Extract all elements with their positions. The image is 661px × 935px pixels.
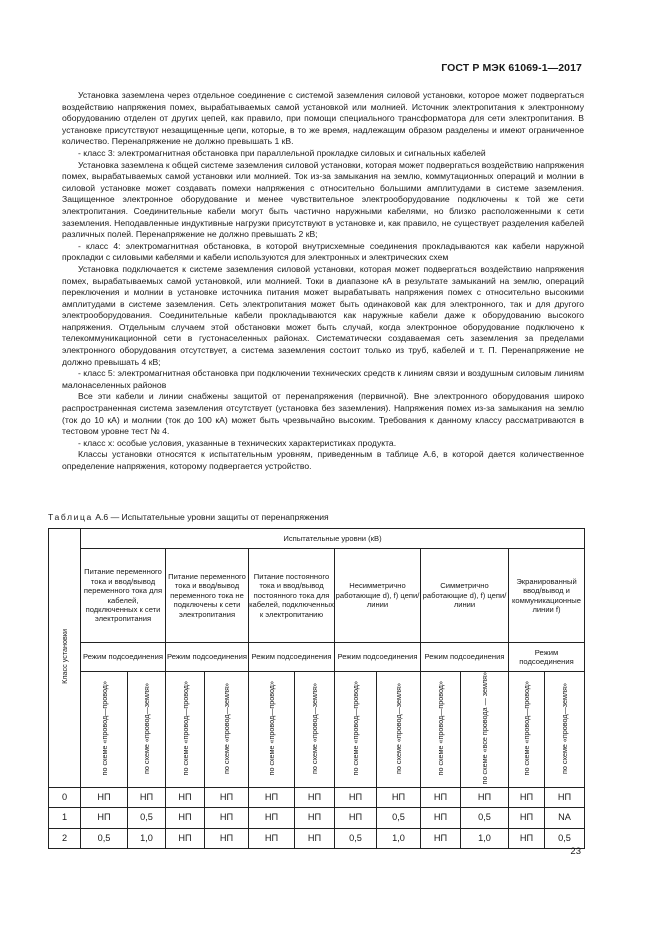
value-cell: НП xyxy=(461,787,509,808)
value-cell: НП xyxy=(509,787,545,808)
value-cell: 0,5 xyxy=(461,808,509,829)
paragraph: Все эти кабели и линии снабжены защитой от перенапряжения (первичной). Вне электронного оборудования широко распространенная система заземления отсутствует (установка без заземления). Напряжения помех из-за замыкания на землю (ток до 10 кА) и молнии (ток до 100 кА) может быть чрезвычайно высоким. Требования к данному классу рассматриваются в тестовом уровне тест № 4. xyxy=(62,391,584,437)
value-cell: НП xyxy=(81,808,128,829)
value-cell: НП xyxy=(421,808,461,829)
paragraph: - класс х: особые условия, указанные в технических характеристиках продукта. xyxy=(78,437,397,448)
value-cell: НП xyxy=(249,828,295,849)
value-cell: NA xyxy=(545,808,585,829)
sub-col-header xyxy=(295,672,335,788)
sub-col-header xyxy=(205,672,249,788)
table-caption xyxy=(48,512,329,522)
class-cell: 2 xyxy=(49,828,81,849)
value-cell: НП xyxy=(509,828,545,849)
value-cell: НП xyxy=(421,828,461,849)
col-group-header: Экранированный ввод/вывод и коммуникационные линии f) xyxy=(509,549,585,643)
sub-col-label: по схеме «провод—земля» xyxy=(222,682,231,774)
sub-col-label: по схеме «все провода — земля» xyxy=(480,672,489,785)
sub-col-header xyxy=(335,672,377,788)
group-header: Испытательные уровни (кВ) xyxy=(81,529,585,549)
value-cell: НП xyxy=(166,828,205,849)
value-cell: НП xyxy=(249,808,295,829)
sub-col-header xyxy=(545,672,585,788)
class-cell: 1 xyxy=(49,808,81,829)
paragraph: - класс 4: электромагнитная обстановка, в которой внутрисхемные соединения прокладываются как кабели наружной прокладки с силовыми кабелями и кабели используются для электронных и электрических схем xyxy=(62,240,584,263)
value-cell: НП xyxy=(205,787,249,808)
table-caption-prefix: Таблица xyxy=(48,512,93,522)
mode-header: Режим подсоединения xyxy=(166,643,249,672)
value-cell: 0,5 xyxy=(81,828,128,849)
mode-header: Режим подсоединения xyxy=(81,643,166,672)
value-cell: НП xyxy=(377,787,421,808)
sub-col-header xyxy=(81,672,128,788)
table-row xyxy=(49,787,585,808)
value-cell: 0,5 xyxy=(377,808,421,829)
sub-col-label: по схеме «провод—земля» xyxy=(560,682,569,774)
value-cell: НП xyxy=(205,828,249,849)
mode-header: Режим подсоединения xyxy=(509,643,585,672)
sub-col-header xyxy=(509,672,545,788)
sub-col-label: по схеме «провод—земля» xyxy=(310,682,319,774)
sub-col-label: по схеме «провод—земля» xyxy=(142,682,151,774)
value-cell: НП xyxy=(166,808,205,829)
value-cell: НП xyxy=(295,787,335,808)
value-cell: 1,0 xyxy=(377,828,421,849)
table-row xyxy=(49,808,585,829)
value-cell: НП xyxy=(545,787,585,808)
paragraph: - класс 3: электромагнитная обстановка при параллельной прокладке силовых и сигнальных кабелей xyxy=(78,147,486,158)
page-number: 23 xyxy=(570,846,581,857)
col-group-header: Питание переменного тока и ввод/вывод переменного тока не подключены к сети электропитания xyxy=(166,549,249,643)
sub-col-label: по схеме «провод—провод» xyxy=(522,680,531,776)
value-cell: НП xyxy=(335,787,377,808)
sub-col-header xyxy=(249,672,295,788)
sub-col-header xyxy=(128,672,166,788)
value-cell: 0,5 xyxy=(545,828,585,849)
mode-header: Режим подсоединения xyxy=(421,643,509,672)
value-cell: НП xyxy=(509,808,545,829)
sub-col-label: по схеме «провод—провод» xyxy=(180,680,190,776)
class-header: Класс установки xyxy=(60,629,69,685)
sub-col-label: по схеме «провод—провод» xyxy=(436,680,445,776)
value-cell: НП xyxy=(205,808,249,829)
class-header-cell xyxy=(49,529,81,788)
sub-col-label: по схеме «провод—провод» xyxy=(351,680,360,776)
sub-col-header xyxy=(166,672,205,788)
paragraph: Установка заземлена через отдельное соединение с системой заземления силовой установки, которое может подвергаться воздействию напряжения помех, вырабатываемых самой установкой или молнией. Источник электропитания к электронному оборудованию отделен от других цепей, как правило, при помощи специального трансформатора для сети электропитания. В установке присутствуют незащищенные цепи, которые, в то же время, надлежащим образом разделены и имеют ограниченное количество. Перенапряжение не должно превышать 1 кВ. xyxy=(62,90,584,147)
class-cell: 0 xyxy=(49,787,81,808)
table-row xyxy=(49,828,585,849)
body-text xyxy=(62,90,584,473)
value-cell: 0,5 xyxy=(128,808,166,829)
value-cell: НП xyxy=(335,808,377,829)
value-cell: НП xyxy=(295,808,335,829)
paragraph: Установка заземлена к общей системе заземления силовой установки, которая может подвергаться воздействию напряжения помех, вырабатываемых самой установки или молнией. Ток из-за замыкания на землю, коммутационных операций и молнии в силовой установке может создавать помехи напряжения с относительно большими амплитудами в системе заземления. Защищенное электронное оборудование и менее чувствительное электрооборудование подключены к той же сети электропитания. Соединительные кабели могут быть частично наружными кабелями, но близко расположенными к сети заземления. Неподавленные индуктивные нагрузки присутствуют в установке и, как правило, не существует разделения кабелей различных полей. Перенапряжение не должно превышать 2 кВ; xyxy=(62,159,584,240)
sub-col-header xyxy=(461,672,509,788)
mode-header: Режим подсоединения xyxy=(249,643,335,672)
test-levels-table xyxy=(48,528,585,849)
value-cell: НП xyxy=(81,787,128,808)
col-group-header: Симметрично работающие d), f) цепи/линии xyxy=(421,549,509,643)
sub-col-label: по схеме «провод—провод» xyxy=(99,680,109,776)
sub-col-header xyxy=(421,672,461,788)
paragraph: - класс 5: электромагнитная обстановка при подключении технических средств к линиям связи и воздушным силовым линиям малонаселенных районов xyxy=(62,368,584,390)
col-group-header: Питание переменного тока и ввод/вывод переменного тока для кабелей, подключенных к сети электропитания xyxy=(81,549,166,643)
value-cell: НП xyxy=(421,787,461,808)
sub-col-header xyxy=(377,672,421,788)
paragraph: Классы установки относятся к испытательным уровням, приведенным в таблице А.6, в которой дается количественное определение напряжения, которому подвергается устройство. xyxy=(62,449,584,471)
value-cell: 0,5 xyxy=(335,828,377,849)
value-cell: НП xyxy=(128,787,166,808)
value-cell: НП xyxy=(166,787,205,808)
col-group-header: Питание постоянного тока и ввод/вывод постоянного тока для кабелей, подключенных к электропитанию xyxy=(249,549,335,643)
col-group-header: Несимметрично работающие d), f) цепи/линии xyxy=(335,549,421,643)
value-cell: 1,0 xyxy=(128,828,166,849)
value-cell: 1,0 xyxy=(461,828,509,849)
paragraph: Установка подключается к системе заземления силовой установки, которая может подвергаться воздействию напряжения помех, вырабатываемых самой установкой, или молнией. Токи в диапазоне кА в результате замыканий на землю, операций переключения и молнии в установке источника питания может вырабатывать напряжения помех с относительно высокими амплитудами в системе заземления. Сеть электропитания может быть одинаковой как для электронного, так и для другого электрооборудования. Соединительные кабели прокладываются как наружные кабели даже к оборудованию высокого напряжения. Отдельным случаем этой обстановки может быть случай, когда электронное оборудование подключено к телекоммуникационной сети в густонаселенных районах. Систематически создаваемая сеть заземления за пределами электронного оборудования отсутствует, а система заземления состоит только из труб, кабелей и т. П. Перенапряжение не должно превышать 4 кВ; xyxy=(62,263,584,367)
value-cell: НП xyxy=(249,787,295,808)
mode-header: Режим подсоединения xyxy=(335,643,421,672)
value-cell: НП xyxy=(295,828,335,849)
sub-col-label: по схеме «провод—провод» xyxy=(267,680,276,776)
sub-col-label: по схеме «провод—земля» xyxy=(394,682,403,774)
table-caption-title: А.6 — Испытательные уровни защиты от перенапряжения xyxy=(92,512,329,522)
standard-id-header: ГОСТ Р МЭК 61069-1—2017 xyxy=(441,62,582,74)
